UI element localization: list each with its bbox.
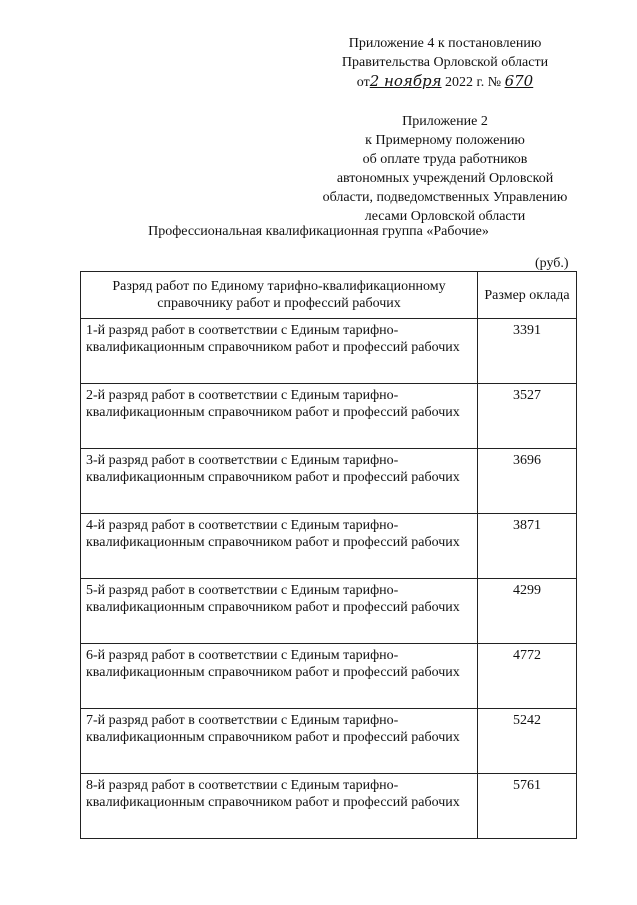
row-category: 2-й разряд работ в соответствии с Единым тарифно-квалификационным справочником работ и профессий рабочих <box>81 384 478 449</box>
row-category: 6-й разряд работ в соответствии с Единым тарифно-квалификационным справочником работ и профессий рабочих <box>81 644 478 709</box>
header-salary: Размер оклада <box>478 272 577 319</box>
decree-header <box>320 34 570 92</box>
row-salary: 3391 <box>478 319 577 384</box>
row-salary: 5242 <box>478 709 577 774</box>
table-row <box>81 774 577 839</box>
row-salary: 4299 <box>478 579 577 644</box>
table-row <box>81 514 577 579</box>
row-category: 1-й разряд работ в соответствии с Единым тарифно-квалификационным справочником работ и профессий рабочих <box>81 319 478 384</box>
row-category: 8-й разряд работ в соответствии с Единым тарифно-квалификационным справочником работ и профессий рабочих <box>81 774 478 839</box>
appendix-line: лесами Орловской области <box>364 209 526 224</box>
group-title: Профессиональная квалификационная группа «Рабочие» <box>148 224 489 239</box>
appendix-line: к Примерному положению <box>365 133 525 148</box>
table-row <box>81 644 577 709</box>
decree-line-1: Приложение 4 к постановлению <box>348 36 542 51</box>
row-salary: 3527 <box>478 384 577 449</box>
table-row <box>81 579 577 644</box>
table-row <box>81 384 577 449</box>
row-category: 4-й разряд работ в соответствии с Единым тарифно-квалификационным справочником работ и профессий рабочих <box>81 514 478 579</box>
appendix-line: об оплате труда работников <box>362 152 528 167</box>
row-salary: 3696 <box>478 449 577 514</box>
appendix-line: автономных учреждений Орловской <box>336 171 554 186</box>
header-category: Разряд работ по Единому тарифно-квалификационному справочнику работ и профессий рабочих <box>81 272 478 319</box>
row-salary: 4772 <box>478 644 577 709</box>
table-row <box>81 449 577 514</box>
row-salary: 3871 <box>478 514 577 579</box>
currency-note: (руб.) <box>535 256 569 271</box>
handwritten-number: 670 <box>504 72 534 90</box>
handwritten-date: 2 ноября <box>369 72 442 90</box>
table-row <box>81 709 577 774</box>
table-header-row <box>81 272 577 319</box>
table-row <box>81 319 577 384</box>
appendix-line: области, подведомственных Управлению <box>322 190 568 205</box>
row-salary: 5761 <box>478 774 577 839</box>
decree-date-line <box>320 72 570 92</box>
row-category: 5-й разряд работ в соответствии с Единым тарифно-квалификационным справочником работ и профессий рабочих <box>81 579 478 644</box>
row-category: 7-й разряд работ в соответствии с Единым тарифно-квалификационным справочником работ и профессий рабочих <box>81 709 478 774</box>
decree-line-2: Правительства Орловской области <box>341 55 549 70</box>
appendix-line: Приложение 2 <box>402 114 488 129</box>
salary-table <box>80 271 577 839</box>
row-category: 3-й разряд работ в соответствии с Единым тарифно-квалификационным справочником работ и профессий рабочих <box>81 449 478 514</box>
appendix-heading <box>300 112 590 226</box>
date-prefix: от <box>356 75 370 90</box>
year-number-text: 2022 г. № <box>445 75 502 90</box>
